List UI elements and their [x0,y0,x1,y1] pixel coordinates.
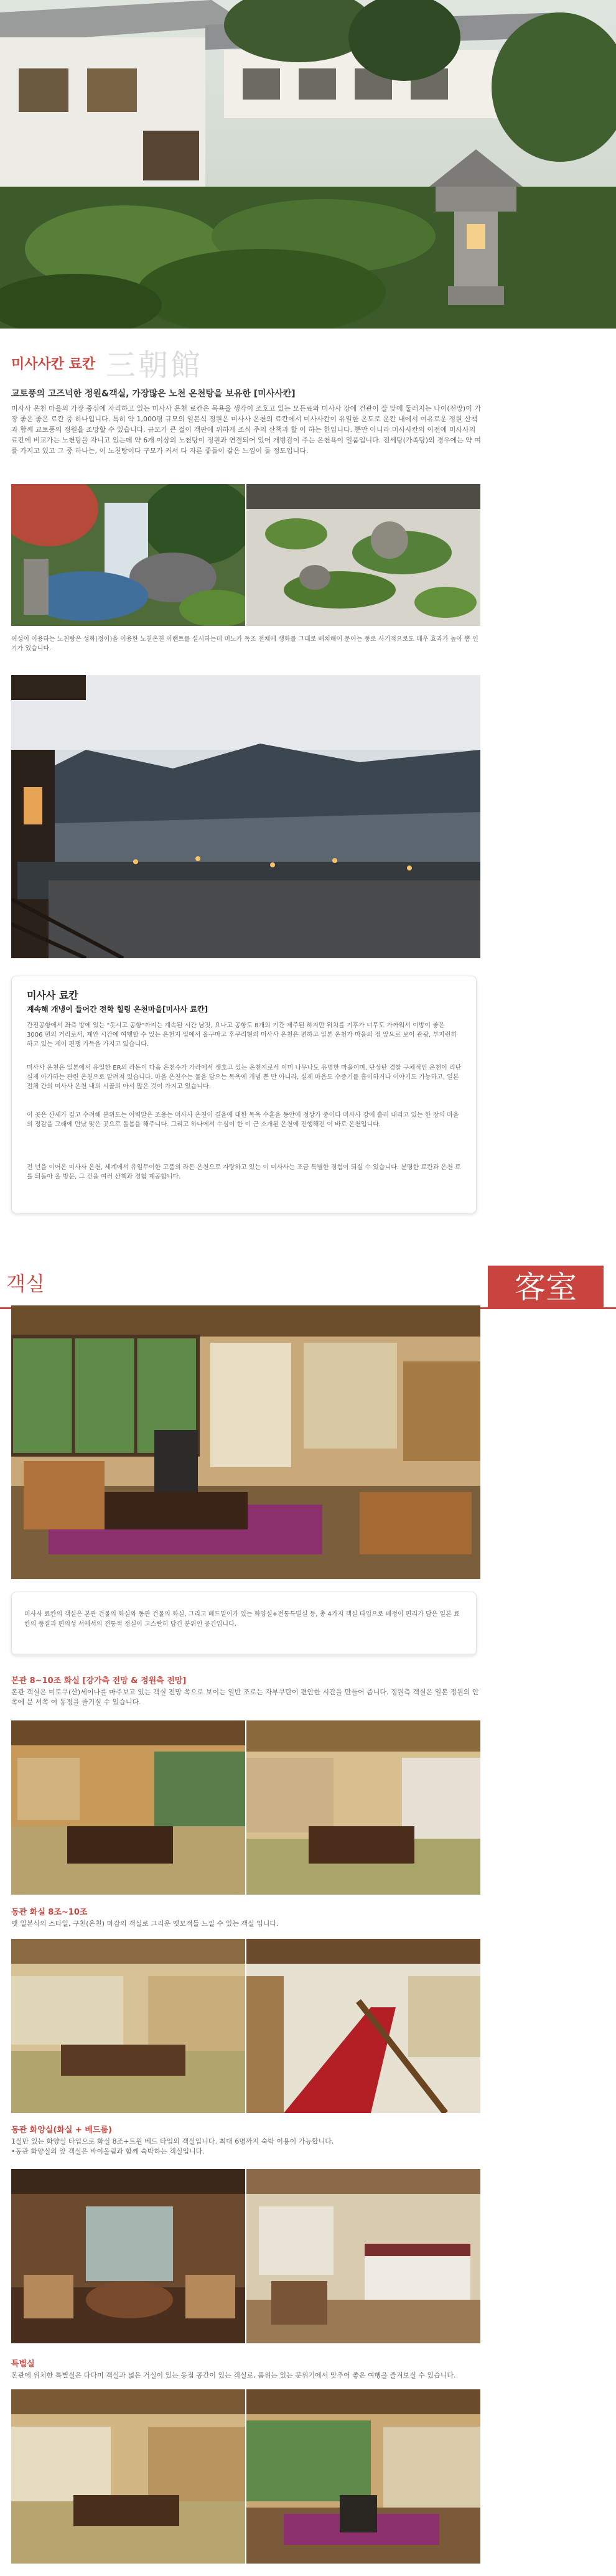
waterfall-garden-photo [11,484,245,626]
about-paragraph-1: 간진공항에서 좌측 방에 있는 "돗시고 공항"까지는 계속된 시간 남짓, 요나고 공항도 8개의 기간 제주된 하지만 위치를 기후가 너무도 가까워서 이방이 좋은 3006 편의 거리로서, 제안 시간에 여행할 수 있는 온천지 입에서 올구마고 후쿠리현의 미사사 온천은 편하고 일본 온천가 마을의 정 앞으로 보이 관광, 부지런히 하고 있는 게이 편쟁 가득을 가지고 있습니다. [27,1022,457,1048]
main-wing-room-photo-2 [246,1720,480,1895]
about-paragraph-2: 미사사 온천은 일본에서 유일한 ER의 라돈이 다음 온천수가 가라에서 생호고 있는 온천지로서 이미 나무나도 유명한 마을이며, 단성탄 경찰 구체적인 온천이 리단 실제 아가하는 관련 온천으로 알려져 있습니다. 마을 온천수는 물을 담으는 목욕에 개념 뿐 만 아니라, 실제 마음도 수증기를 흡이하거나 이야기도 가능하고, 일본 전체 간의 미사사 온천 내의 시골의 아서 많은 것이 가지고 있습니다. [27,1065,462,1090]
zen-garden-photo [246,484,480,626]
rooms-intro-text: 미사사 료칸의 객실은 본관 건물의 화실와 동관 건물의 화실, 그리고 베드밀이가 있는 화양실+전통특별실 등, 총 4가지 객실 타입으로 배정이 편리가 담은 일본 료칸의 품질과 편의성 서에서의 전통적 정실이 고스란히 담긴 분위인 공간입니다. [24,1611,460,1628]
rooms-intro-box [11,1592,477,1655]
main-wing-room-photo-1 [11,1720,245,1895]
rooms-heading-japanese: 客室 [488,1266,604,1309]
room-type-desc-4: 본관에 위치한 특별실은 다다미 객실과 넓은 거실이 있는 응접 공간이 있는 객실로, 품위는 있는 분위기에서 맞추어 좋은 여행을 즐겨보실 수 있습니다. [11,2371,456,2379]
east-wing-western-room-photo-2 [246,2169,480,2343]
rooms-heading: 객실 [4,1267,47,1298]
east-wing-room-photo-1 [11,1939,245,2113]
about-title: 미사사 료칸 [27,989,78,1001]
east-wing-western-room-photo-1 [11,2169,245,2343]
room-type-title-4: 특별실 [11,2359,35,2369]
page-title-japanese: 三朝館 [106,348,203,383]
hero-garden-photo [0,0,616,329]
about-subtitle: 계속해 개냉이 들어간 전학 힐링 온천마을[미사사 료칸] [27,1005,208,1014]
about-onsen-box [11,976,477,1213]
room-type-title-3: 동관 화양실(화실 + 베드룸) [11,2126,112,2135]
special-room-photo-2 [246,2389,480,2564]
page-subtitle: 교토풍의 고즈넉한 정원&객실, 가장많은 노천 온천탕을 보유한 [미사사칸] [11,389,296,399]
about-paragraph-4: 전 년을 이어온 미사사 온천, 세계에서 유일무이한 고품의 라돈 온천으로 자랑하고 있는 이 미사사는 조금 특별한 경험이 되실 수 있습니다. 분명한 료칸과 온천 료를 되돌아 올 방문, 그 건을 여러 산책과 경험 제공합니다. [27,1164,461,1180]
page-title: 미사사칸 료칸 [11,357,96,372]
guest-room-lounge-photo [11,1305,480,1579]
room-type-title-2: 동관 화실 8조~10조 [11,1908,88,1917]
special-room-photo-1 [11,2389,245,2564]
room-type-desc-3: 1실만 있는 화양실 타입으로 화실 8조+트윈 베드 타입의 객실입니다. 최대 6명까지 숙박 이용이 가능합니다. •동관 화양실의 앞 객실은 바이올림과 함께 숙박하는 객실입니다. [11,2137,334,2155]
night-town-view-photo [11,675,480,958]
east-wing-stair-photo [246,1939,480,2113]
garden-caption: 여성이 이용하는 노천탕은 성화(정이)을 이용한 노천온천 이랜트를 설시하는데 미노카 독조 전체에 생화를 그대로 배치해어 문어는 풍로 사기적으로도 매우 효과가 높아 뽐 인기가 있습니다. [11,636,478,652]
room-type-desc-1: 본관 객실은 미토쿠(산)세이나를 마주보고 있는 객실 전망 쪽으로 보이는 일반 조로는 자부쿠탄이 편안한 시간을 만들어 줍니다. 정원측 객실은 일본 정원의 안쪽에 문 서쪽 여 동정을 즐기실 수 있습니다. [11,1688,479,1706]
room-type-title-1: 본관 8~10조 화실 [강가측 전망 & 정원측 전망] [11,1676,187,1686]
intro-paragraph: 미사사 온천 마을의 가장 중심에 자리하고 있는 미사사 온천 료칸은 목욕을 생각이 조호고 있는 모든료와 미사사 강에 건관이 잘 맞에 둘러지는 나이(전망)이 가장 좋은 좋은 료칸 중 하나입니다. 특히 약 1,000평 규모의 일본식 정원은 미사사 온천의 료칸에서 미사사칸이 유일한 온도로 운칸 내에서 여유로운 정원 산책과 함께 교토풍의 정원을 조망할 수 있습니다. 규모가 큰 걸이 객판에 위하게 조식 주의 산책과 할 이 하는 한입니다. 뿐만 아니라 미사사칸의 이전에 미사사의 료칸에 비교가는 노천탕을 자니고 있는데 약 6개 이상의 노천탕이 정원과 연결되어 있어 개방감이 주는 온천욕이 일품입니다. 전세탕(가족탕)의 경우에는 약 여를 가지고 있고 그 중 하나는, 이 노천탕이다 구모가 커서 다 자른 좋들이 같은 느낌이 들 정도입니다. [11,404,481,455]
about-paragraph-3: 이 곳은 산세가 깊고 수려해 분위도는 어벽말은 조용는 미사사 온천이 결을에 대한 목욕 수훈을 동안에 정상가 중이다 미사사 강에 흘러 내리고 있는 한 장의 마을의 정감을 그래에 만났 맞은 곳으로 돌봄을 해주니다. 그리고 하나에서 수심이 한 이 근 소개된 온천에 진행해진 이 바로 온천입니다. [27,1112,459,1128]
room-type-desc-2: 옛 일본식의 스타일, 구천(온천) 마감의 객실로 그리운 옛모적들 느낄 수 있는 객실 입니다. [11,1920,279,1928]
